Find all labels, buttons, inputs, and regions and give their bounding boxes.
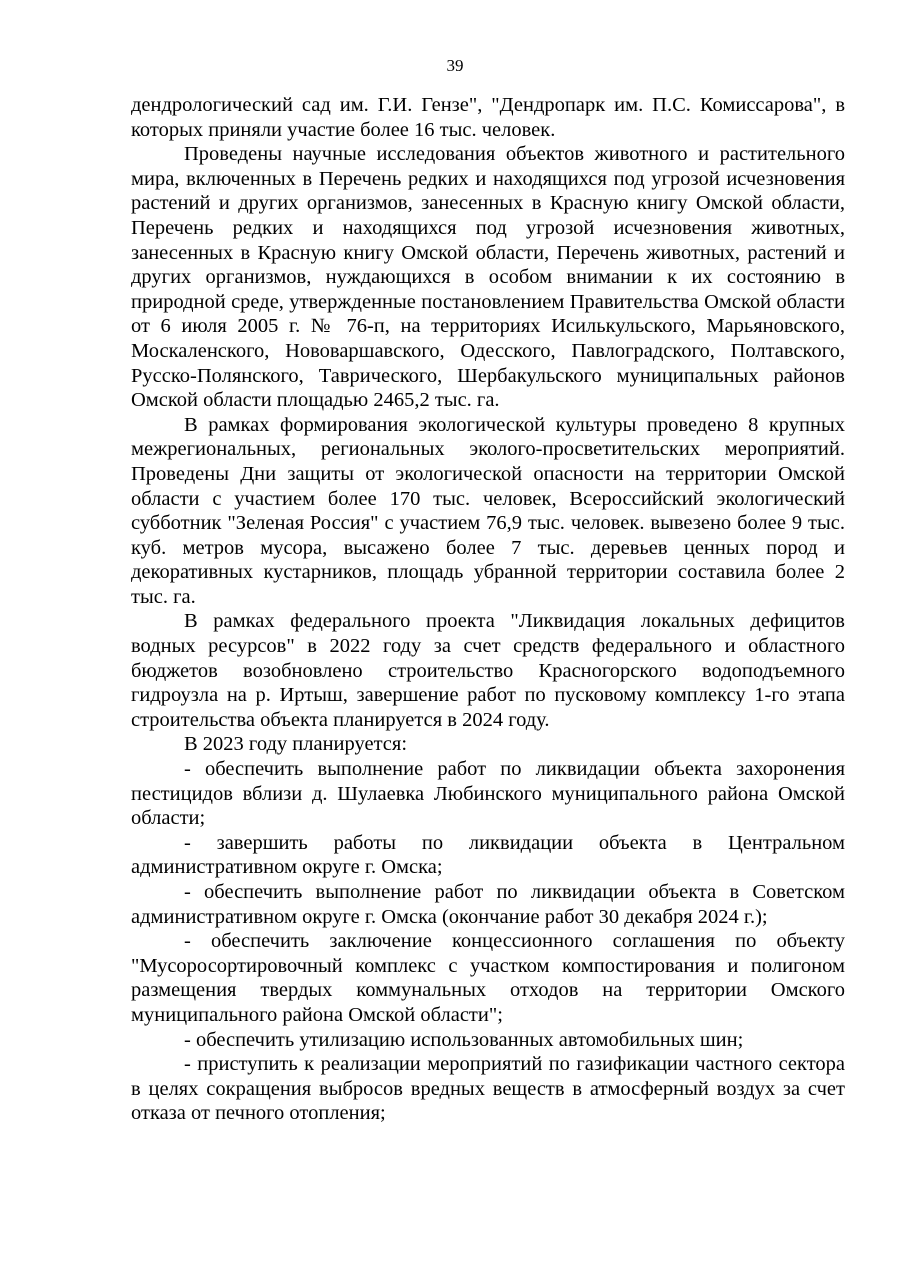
paragraph-federal-project: В рамках федерального проекта "Ликвидация локальных дефицитов водных ресурсов" в 2022 году за счет средств федерального и областного бюджетов возобновлено строительство Красногорского водоподъемного гидроузла на р. Иртыш, завершение работ по пусковому комплексу 1-го этапа строительства объекта планируется в 2024 году. [131,610,845,731]
list-item-gasification: - приступить к реализации мероприятий по газификации частного сектора в целях сокращения выбросов вредных веществ в атмосферный воздух за счет отказа от печного отопления; [131,1053,845,1125]
paragraph-research: Проведены научные исследования объектов животного и растительного мира, включенных в Перечень редких и находящихся под угрозой исчезновения растений и других организмов, занесенных в Красную книгу Омской области, Перечень редких и находящихся под угрозой исчезновения животных, занесенных в Красную книгу Омской области, Перечень животных, растений и других организмов, нуждающихся в особом внимании к их состоянию в природной среде, утвержденные постановлением Правительства Омской области от 6 июля 2005 г. № 76-п, на территориях Исилькульского, Марьяновского, Москаленского, Нововаршавского, Одесского, Павлоградского, Полтавского, Русско-Полянского, Таврического, Шербакульского муниципальных районов Омской области площадью 2465,2 тыс. га. [131,143,845,412]
list-item-soviet-district: - обеспечить выполнение работ по ликвидации объекта в Советском административном округе г. Омска (окончание работ 30 декабря 2024 г.); [131,881,845,928]
paragraph-ecological-culture: В рамках формирования экологической культуры проведено 8 крупных межрегиональных, региональных эколого-просветительских мероприятий. Проведены Дни защиты от экологической опасности на территории Омской области с участием более 170 тыс. человек, Всероссийский экологический субботник "Зеленая Россия" с участием 76,9 тыс. человек. вывезено более 9 тыс. куб. метров мусора, высажено более 7 тыс. деревьев ценных пород и декоративных кустарников, площадь убранной территории составила более 2 тыс. га. [131,413,845,608]
page-number: 39 [446,56,464,75]
paragraph-continuation: дендрологический сад им. Г.И. Гензе", "Дендропарк им. П.С. Комиссарова", в которых приняли участие более 16 тыс. человек. [131,94,845,141]
document-body [131,93,845,1126]
list-item-tires: - обеспечить утилизацию использованных автомобильных шин; [184,1028,744,1051]
list-item-concession: - обеспечить заключение концессионного соглашения по объекту "Мусоросортировочный комплекс с участком компостирования и полигоном размещения твердых коммунальных отходов на территории Омского муниципального района Омской области"; [131,930,845,1026]
paragraph-plans-heading: В 2023 году планируется: [184,733,408,756]
list-item-pesticides: - обеспечить выполнение работ по ликвидации объекта захоронения пестицидов вблизи д. Шулаевка Любинского муниципального района Омской области; [131,758,845,830]
list-item-central-district: - завершить работы по ликвидации объекта в Центральном административном округе г. Омска; [131,831,845,879]
